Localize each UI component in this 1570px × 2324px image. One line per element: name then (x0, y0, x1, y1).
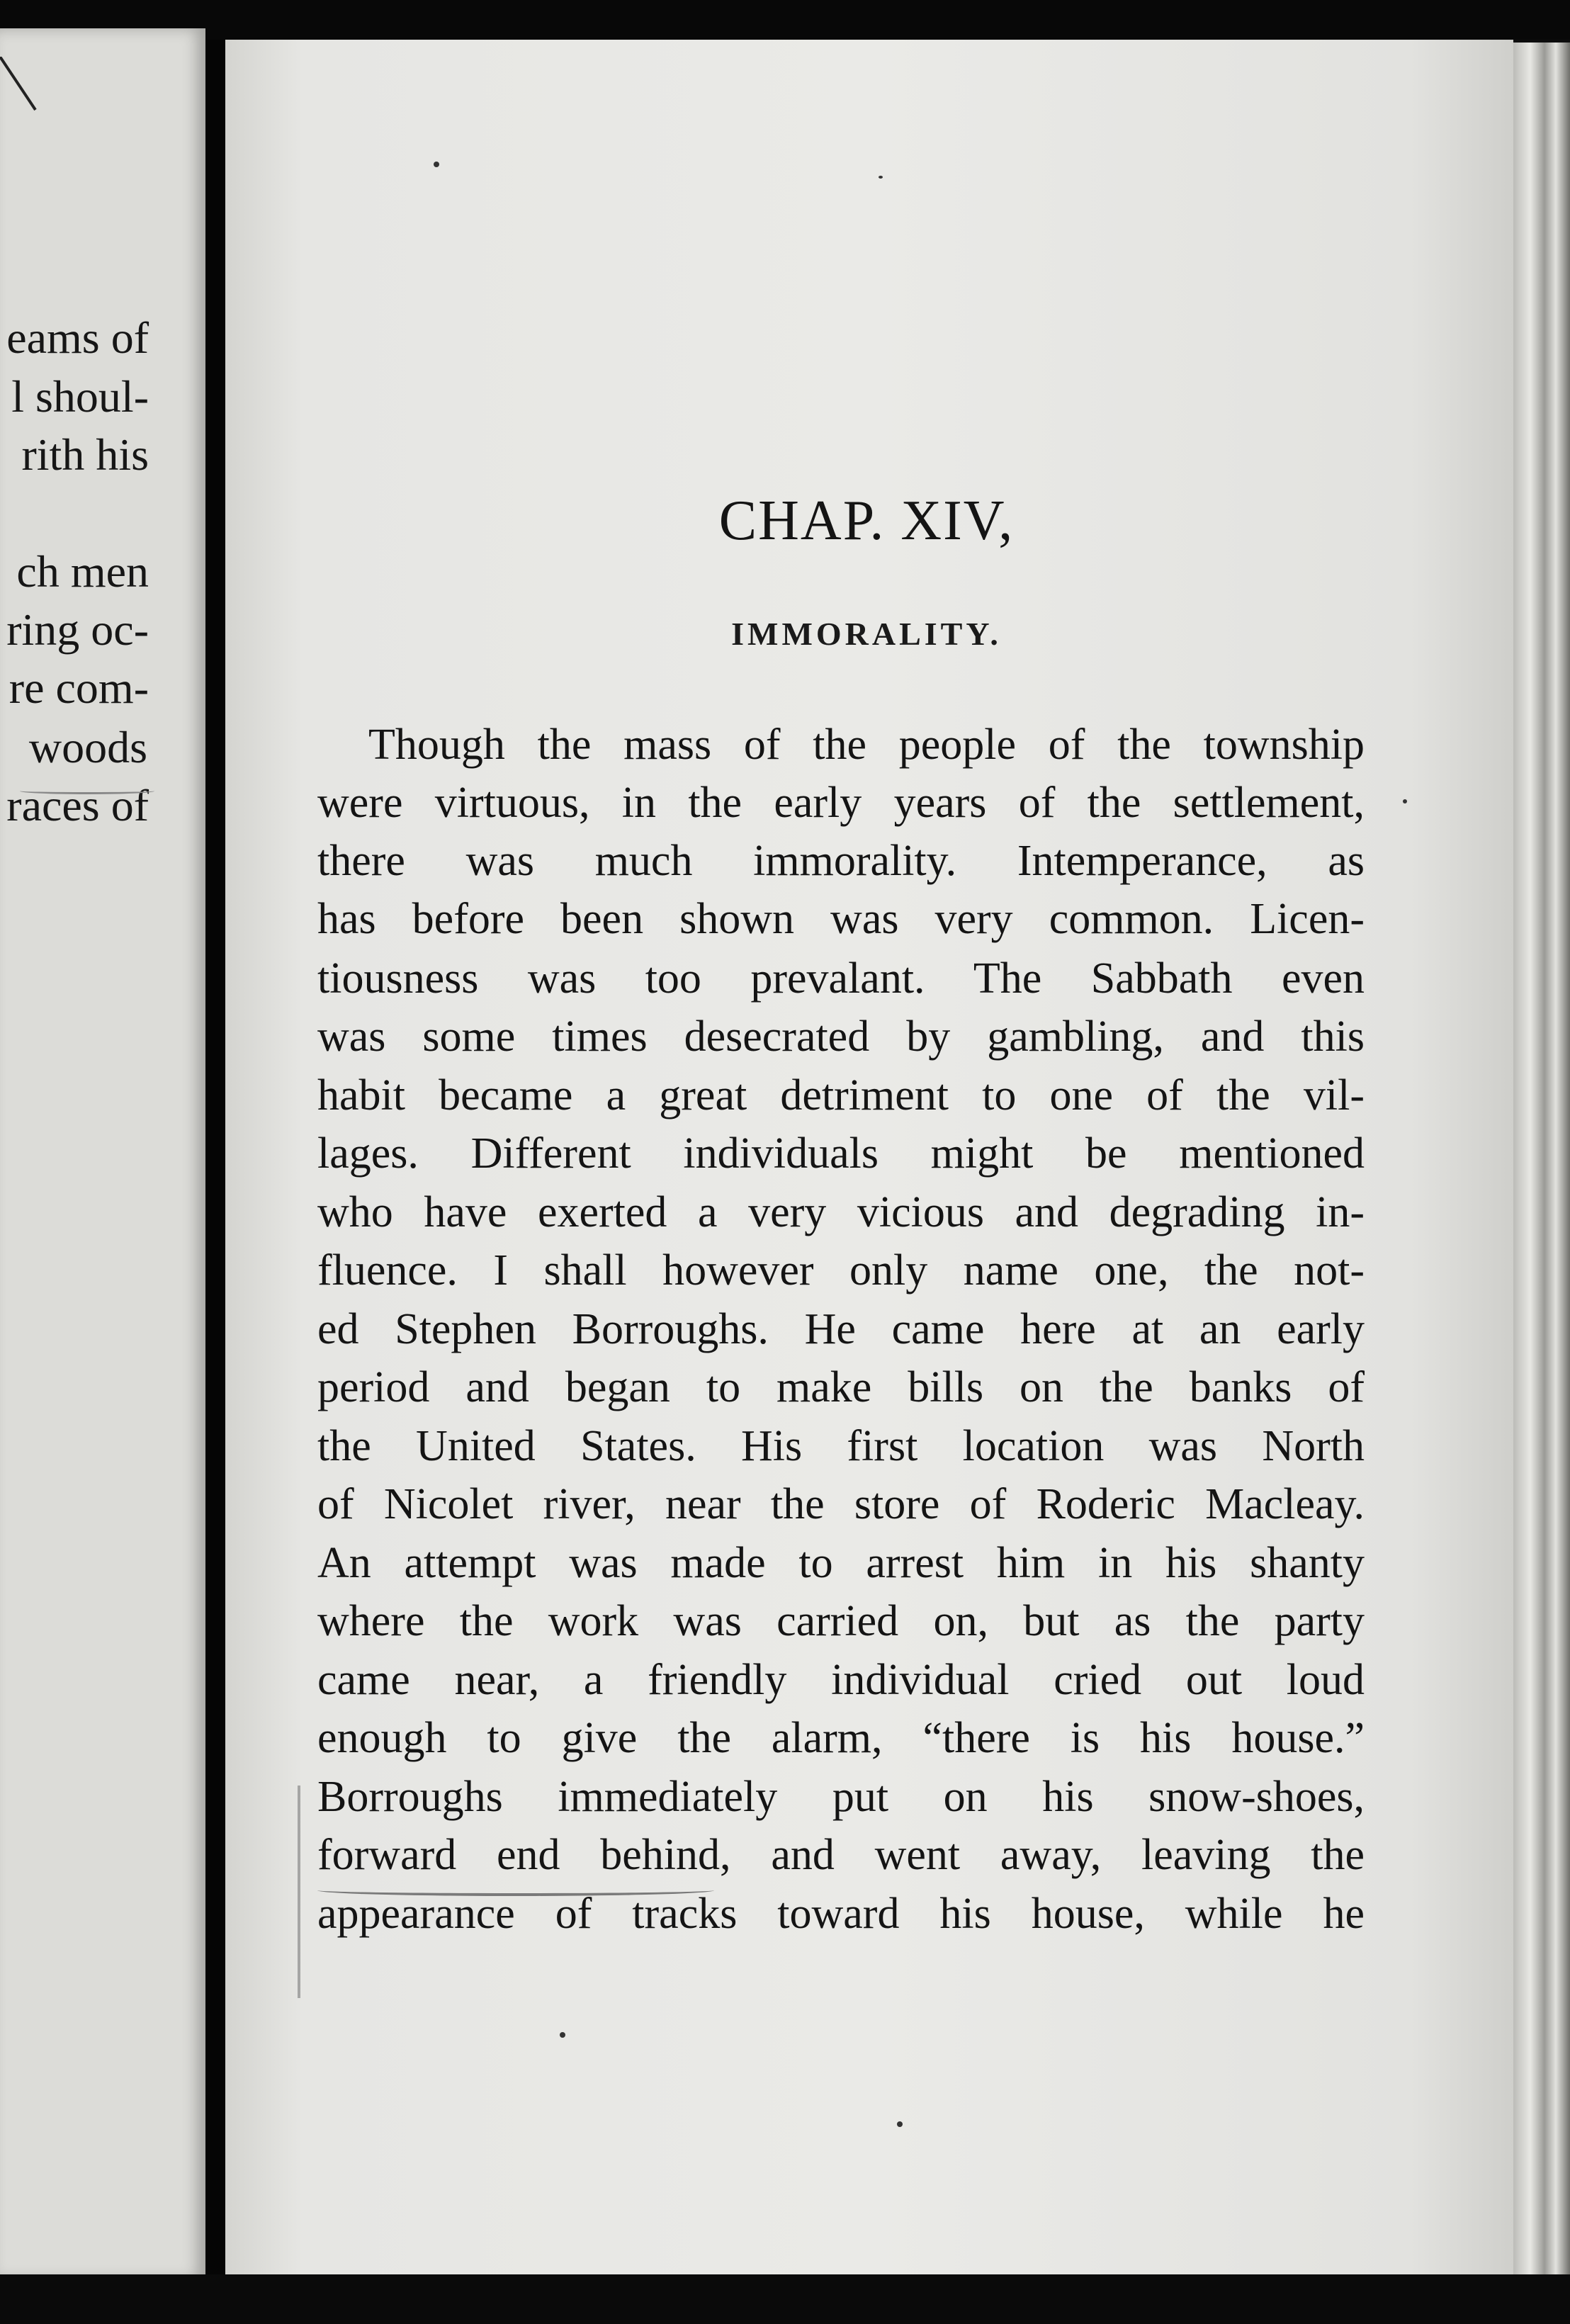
body-text-line: of Nicolet river, near the store of Roderic Macleay. (317, 1480, 1365, 1528)
left-page-line: woods (28, 722, 147, 772)
body-text-line: where the work was carried on, but as the party (317, 1597, 1365, 1645)
body-text-line: lages. Different individuals might be mentioned (317, 1129, 1365, 1178)
book-gutter (205, 40, 227, 2293)
pencil-margin-mark (298, 1786, 300, 1998)
body-text-line: period and began to make bills on the banks of (317, 1363, 1365, 1411)
facing-page-left (0, 28, 205, 2280)
left-page-line: re com- (9, 662, 149, 713)
body-text-line: fluence. I shall however only name one, the not- (317, 1246, 1365, 1294)
left-page-line: l shoul- (11, 371, 149, 422)
pencil-underline (20, 788, 154, 794)
body-text-line: there was much immorality. Intemperance, as (317, 837, 1365, 885)
left-page-line: rith his (21, 429, 149, 480)
scan-bottom-border (0, 2274, 1570, 2324)
left-page-line: races of (6, 780, 149, 830)
body-text-line: An attempt was made to arrest him in his shanty (317, 1539, 1365, 1587)
scan-speck (897, 2121, 903, 2127)
scan-speck (879, 176, 883, 179)
chapter-heading: CHAP. XIV, (718, 490, 1015, 552)
page-corner-mark (0, 57, 43, 113)
left-page-line: eams of (6, 312, 149, 363)
scan-speck (1403, 799, 1407, 803)
body-text-line: who have exerted a very vicious and degrading in- (317, 1188, 1365, 1236)
body-text-line: ed Stephen Borroughs. He came here at an early (317, 1305, 1365, 1353)
body-text-line: Borroughs immediately put on his snow-shoes, (317, 1773, 1365, 1821)
pencil-underline (317, 1885, 714, 1896)
body-text-line: was some times desecrated by gambling, and this (317, 1012, 1365, 1061)
body-text-line: appearance of tracks toward his house, while he (317, 1890, 1365, 1938)
section-heading: IMMORALITY. (731, 616, 1002, 652)
scan-speck (434, 162, 439, 167)
body-text-line: habit became a great detriment to one of the vil- (317, 1071, 1365, 1119)
body-text-line: were virtuous, in the early years of the settlement, (317, 779, 1365, 827)
body-text-line: came near, a friendly individual cried out loud (317, 1656, 1365, 1704)
left-page-line: ring oc- (6, 604, 149, 655)
body-text-line: enough to give the alarm, “there is his house.” (317, 1714, 1365, 1762)
body-text-line: Though the mass of the people of the township (368, 721, 1365, 769)
body-text-line: the United States. His first location was North (317, 1422, 1365, 1470)
scan-speck (560, 2032, 565, 2038)
body-text-line: forward end behind, and went away, leaving the (317, 1831, 1365, 1879)
left-page-line: ch men (16, 546, 149, 597)
body-text-line: has before been shown was very common. Licen- (317, 895, 1365, 943)
scan-top-border (0, 0, 1570, 40)
page-edge (1513, 43, 1570, 2281)
body-text-line: tiousness was too prevalant. The Sabbath even (317, 954, 1365, 1003)
